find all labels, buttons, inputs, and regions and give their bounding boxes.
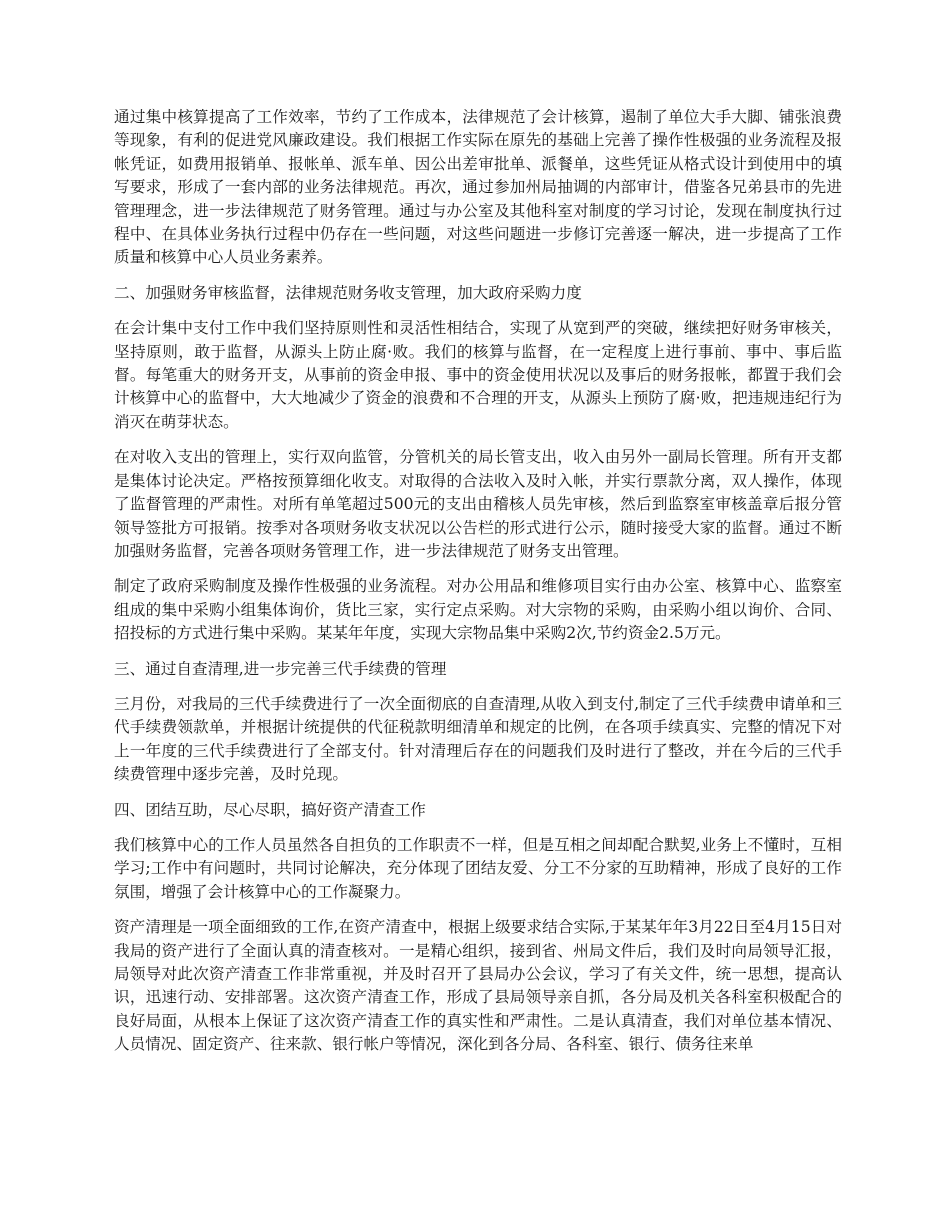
body-paragraph: 我们核算中心的工作人员虽然各自担负的工作职责不一样，但是互相之间却配合默契,业务上不懂时，互相学习;工作中有问题时，共同讨论解决，充分体现了团结友爱、分工不分家的互助精神，形成了良好的工作氛围，增强了会计核算中心的工作凝聚力。	[114, 835, 842, 901]
section-heading: 三、通过自查清理,进一步完善三代手续费的管理	[114, 659, 447, 678]
body-paragraph: 制定了政府采购制度及操作性极强的业务流程。对办公用品和维修项目实行由办公室、核算中心、监察室组成的集中采购小组集体询价，货比三家，实行定点采购。对大宗物的采购，由采购小组以询价、合同、招投标的方式进行集中采购。某某年年度，实现大宗物品集中采购2次,节约资金2.5万元。	[114, 577, 842, 643]
body-paragraph: 在对收入支出的管理上，实行双向监管，分管机关的局长管支出，收入由另外一副局长管理。所有开支都是集体讨论决定。严格按预算细化收支。对取得的合法收入及时入帐，并实行票款分离，双人操作，体现了监督管理的严肃性。对所有单笔超过500元的支出由稽核人员先审核，然后到监察室审核盖章后报分管领导签批方可报销。按季对各项财务收支状况以公告栏的形式进行公示，随时接受大家的监督。通过不断加强财务监督，完善各项财务管理工作，进一步法律规范了财务支出管理。	[114, 448, 842, 560]
body-paragraph: 通过集中核算提高了工作效率，节约了工作成本，法律规范了会计核算，遏制了单位大手大脚、铺张浪费等现象，有利的促进党风廉政建设。我们根据工作实际在原先的基础上完善了操作性极强的业务流程及报帐凭证，如费用报销单、报帐单、派车单、因公出差审批单、派餐单，这些凭证从格式设计到使用中的填写要求，形成了一套内部的业务法律规范。再次，通过参加州局抽调的内部审计，借鉴各兄弟县市的先进管理理念，进一步法律规范了财务管理。通过与办公室及其他科室对制度的学习讨论，发现在制度执行过程中、在具体业务执行过程中仍存在一些问题，对这些问题进一步修订完善逐一解决，进一步提高了工作质量和核算中心人员业务素养。	[114, 108, 842, 267]
section-heading: 二、加强财务审核监督，法律规范财务收支管理，加大政府采购力度	[114, 283, 582, 302]
section-heading: 四、团结互助，尽心尽职，搞好资产清查工作	[114, 800, 426, 819]
body-paragraph: 在会计集中支付工作中我们坚持原则性和灵活性相结合，实现了从宽到严的突破，继续把好财务审核关，坚持原则，敢于监督，从源头上防止腐·败。我们的核算与监督，在一定程度上进行事前、事中、事后监督。每笔重大的财务开支，从事前的资金申报、事中的资金使用状况以及事后的财务报帐，都置于我们会计核算中心的监督中，大大地减少了资金的浪费和不合理的开支，从源头上预防了腐·败，把违规违纪行为消灭在萌芽状态。	[114, 319, 842, 431]
body-paragraph: 资产清理是一项全面细致的工作,在资产清查中，根据上级要求结合实际,于某某年年3月22日至4月15日对我局的资产进行了全面认真的清查核对。一是精心组织，接到省、州局文件后，我们及时向局领导汇报，局领导对此次资产清查工作非常重视，并及时召开了县局办公会议，学习了有关文件，统一思想，提高认识，迅速行动、安排部署。这次资产清查工作，形成了县局领导亲自抓，各分局及机关各科室积极配合的良好局面，从根本上保证了这次资产清查工作的真实性和严肃性。二是认真清查，我们对单位基本情况、人员情况、固定资产、往来款、银行帐户等情况，深化到各分局、各科室、银行、债务往来单	[114, 918, 842, 1054]
body-paragraph: 三月份，对我局的三代手续费进行了一次全面彻底的自查清理,从收入到支付,制定了三代手续费申请单和三代手续费领款单，并根据计统提供的代征税款明细清单和规定的比例，在各项手续真实、完整的情况下对上一年度的三代手续费进行了全部支付。针对清理后存在的问题我们及时进行了整改，并在今后的三代手续费管理中逐步完善，及时兑现。	[114, 694, 842, 784]
document-page	[114, 106, 842, 1069]
